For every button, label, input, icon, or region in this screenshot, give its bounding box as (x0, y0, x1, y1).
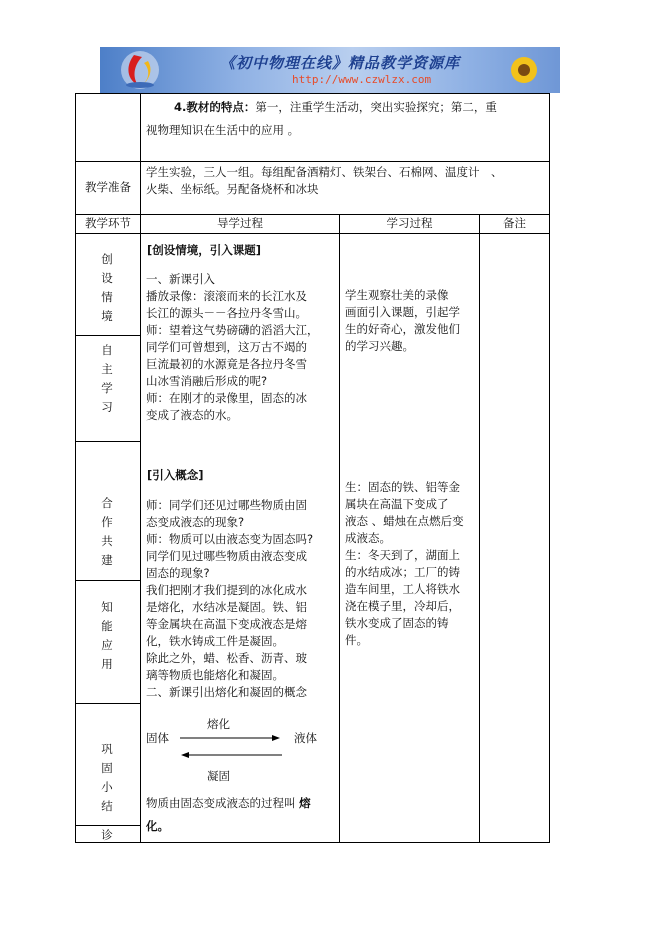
melt-label: 熔化 (207, 717, 230, 731)
section1-line: 同学们可曾想到，这万古不竭的 (146, 340, 307, 354)
section2-line: 态变成液态的现象? (146, 515, 245, 529)
learn2-line: 生：固态的铁、铝等金 (345, 480, 460, 494)
features-text (146, 96, 546, 142)
column-divider (140, 93, 141, 843)
learn2-line: 造车间里，工人将铁水 (345, 582, 460, 596)
column-divider (479, 214, 480, 843)
learn2-line: 液态 、蜡烛在点燃后变 (345, 514, 464, 528)
prep-label: 教学准备 (85, 180, 131, 194)
section2-line: 固态的现象? (146, 566, 210, 580)
banner-url[interactable]: http://www.czwlzx.com (292, 73, 432, 86)
section1-line: 播放录像：滚滚而来的长江水及 (146, 289, 307, 303)
stage-divider (75, 703, 140, 704)
stage-label-3: 合 作 共 建 (101, 496, 113, 567)
section2-line: 是熔化，水结冰是凝固。铁、铝 (146, 600, 307, 614)
stage-label-6: 诊 (101, 828, 113, 842)
solid-label: 固体 (146, 731, 169, 745)
learn2-line: 生：冬天到了，湖面上 (345, 548, 460, 562)
learn-part1 (345, 287, 477, 355)
section2-line: 化，铁水铸成工件是凝固。 (146, 634, 284, 648)
stage-label-1: 创 设 情 境 (101, 252, 113, 323)
header-guide: 导学过程 (217, 216, 263, 230)
prep-line1: 学生实验，三人一组。每组配备酒精灯、铁架台、石棉网、温度计 、 (146, 165, 503, 179)
section1-line: 师：在刚才的录像里，固态的冰 (146, 391, 307, 405)
row-divider (75, 161, 550, 162)
section2-line: 二、新课引出熔化和凝固的概念 (146, 685, 307, 699)
learn1-line: 画面引入课题，引起学 (345, 305, 460, 319)
section2-line: 璃等物质也能熔化和凝固。 (146, 668, 284, 682)
header-note: 备注 (503, 216, 526, 230)
header-learn: 学习过程 (386, 216, 433, 230)
features-line1: 第一，注重学生活动，突出实验探究；第二，重 (255, 100, 497, 114)
freeze-label: 凝固 (207, 769, 230, 783)
section1-line: 山冰雪消融后形成的呢? (146, 374, 268, 388)
learn1-line: 学生观察壮美的录像 (345, 288, 449, 302)
learn1-line: 生的好奇心，激发他们 (345, 322, 460, 336)
section1-line: 变成了液态的水。 (146, 408, 238, 422)
definition-line1: 物质由固态变成液态的过程叫 熔 (146, 796, 311, 810)
stage-divider (75, 580, 140, 581)
learn2-line: 的水结成冰；工厂的铸 (345, 565, 460, 579)
section2-line: 除此之外，蜡、松香、沥青、玻 (146, 651, 307, 665)
column-divider (339, 214, 340, 843)
learn2-line: 浇在模子里，冷却后， (345, 599, 460, 613)
features-lead: 4.教材的特点： (174, 100, 256, 114)
section2-line: 我们把刚才我们提到的冰化成水 (146, 583, 307, 597)
prep-text (146, 164, 548, 198)
section1-body (146, 271, 338, 424)
section2-title: [引入概念] (147, 468, 204, 482)
learn-part2 (345, 479, 477, 649)
section2-line: 同学们见过哪些物质由液态变成 (146, 549, 307, 563)
stage-divider (75, 335, 140, 336)
section1-line: 长江的源头－－各拉丹冬雪山。 (146, 306, 307, 320)
header-stage: 教学环节 (85, 216, 131, 230)
prep-line2: 火柴、坐标纸。另配备烧杯和冰块 (146, 182, 319, 196)
section1-title: [创设情境，引入课题] (147, 243, 262, 257)
features-line2: 视物理知识在生活中的应用 。 (146, 123, 300, 137)
stage-divider (75, 441, 140, 442)
liquid-label: 液体 (294, 731, 317, 745)
section2-line: 等金属块在高温下变成液态是熔 (146, 617, 307, 631)
stage-label-5: 巩 固 小 结 (101, 742, 113, 813)
learn2-line: 铁水变成了固态的铸 (345, 616, 449, 630)
banner-title: 《初中物理在线》精品教学资源库 (220, 54, 461, 72)
sunflower-icon (494, 50, 554, 90)
site-logo-icon (104, 49, 176, 91)
learn2-line: 成液态。 (345, 531, 391, 545)
header-banner (100, 47, 560, 93)
learn1-line: 的学习兴趣。 (345, 339, 414, 353)
section2-line: 师：物质可以由液态变为固态吗? (146, 532, 314, 546)
learn2-line: 件。 (345, 633, 368, 647)
section2-line: 师：同学们还见过哪些物质由固 (146, 498, 307, 512)
stage-label-4: 知 能 应 用 (101, 600, 113, 671)
section1-line: 巨流最初的水源竟是各拉丹冬雪 (146, 357, 307, 371)
learn2-line: 属块在高温下变成了 (345, 497, 449, 511)
section1-line: 师：望着这气势磅礴的滔滔大江， (146, 323, 319, 337)
stage-label-2: 自 主 学 习 (101, 343, 113, 414)
section1-line: 一、新课引入 (146, 272, 215, 286)
definition-line2: 化。 (146, 819, 169, 833)
section2-body (146, 497, 338, 701)
phase-arrows (176, 730, 286, 764)
